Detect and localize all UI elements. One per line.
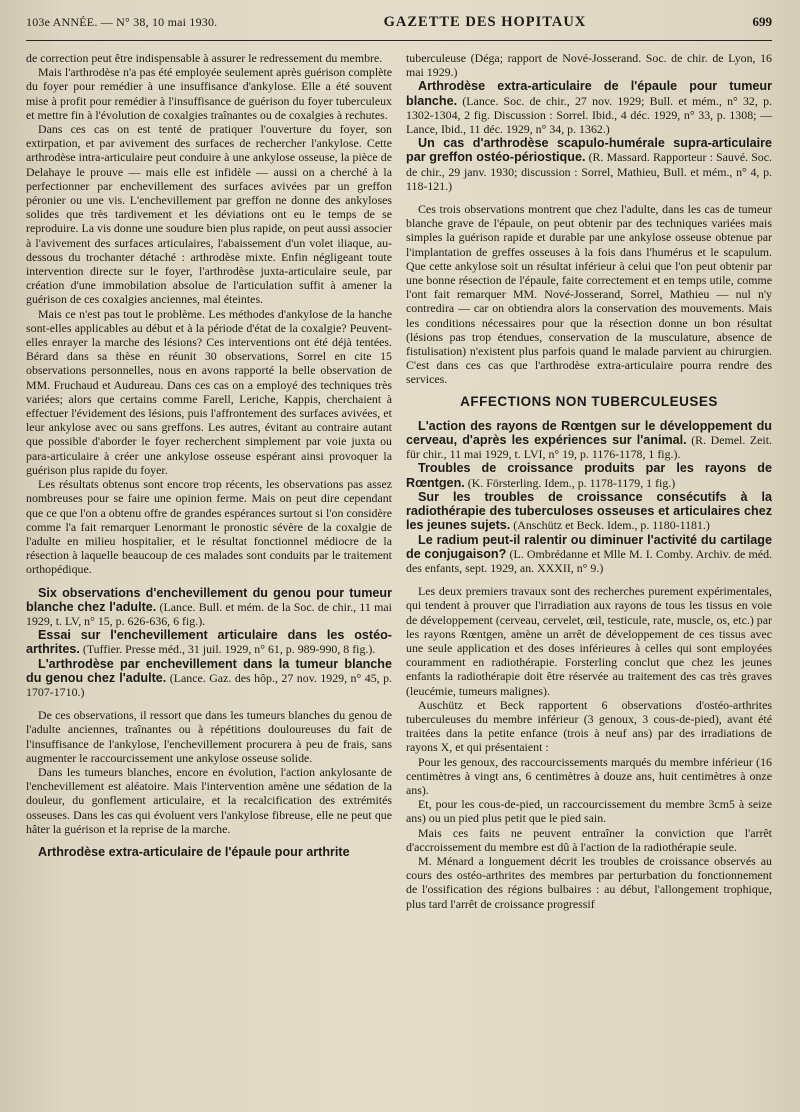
reference-citation: (Lance. Gaz. des hôp., 27 nov. 1929, n° 45, p. 1707-1710.) <box>26 670 393 699</box>
spacer <box>406 575 772 584</box>
paragraph: Ces trois observations montrent que chez l'adulte, dans les cas de tumeur blanche grave de l'épaule, on peut obtenir par des techniques variées mais simples la guérison rapide et durable par une ankylose osseuse obtenue par l'implantation de greffes osseuses à la fois dans l'humérus et le scapulum. Que cette ankylose soit un résultat inférieur à celui que l'on peut obtenir par une bonne résection de l'épaule, faite correctement et en temps utile, comme l'ont fait remarquer MM. Nové-Josserand, Sorrel, Mathieu — nul n'y contredira — car on obtiendra alors la conservation des mouvements. Mais les conditions nécessaires pour que la résection donne un bon résultat (lésions pas trop étendues, conservation de la musculature, absence de fistulisation) n'existent plus parfois quand le malade parvient au chirurgien. C'est dans ces cas que l'arthrodèse extra-articulaire pourra rendre des services. <box>406 202 772 387</box>
reference-title: Sur les troubles de croissance consécutifs à la radiothérapie des tuberculoses osseuses et articulaires chez les jeunes sujets. <box>406 489 772 533</box>
reference-title: Un cas d'arthrodèse scapulo-humérale supra-articulaire par greffon ostéo-périostique. <box>406 136 772 165</box>
reference-citation: (R. Massard. Rapporteur : Sauvé. Soc. de chir., 29 janv. 1930; discussion : Sorrel, Mathieu, Bull. et mém., n° 4, p. 118-121.) <box>406 150 773 193</box>
reference-citation: (L. Ombrédanne et Mlle M. I. Comby. Archiv. de méd. des enfants, sept. 1929, an. XXXII, n° 9.) <box>406 546 772 575</box>
journal-title: GAZETTE DES HOPITAUX <box>383 14 587 30</box>
paragraph: M. Ménard a longuement décrit les troubles de croissance observés au cours des ostéo-arthrites des membres par perturbation du fonctionnement de l'ossification des régions bulbaires : au début, l'allongement trophique, plus tard l'arrêt de croissance progressif <box>406 853 772 911</box>
paragraph: Et, pour les cous-de-pied, un raccourcissement du membre 3cm5 à seize ans) ou un pied plus petit que le pied sain. <box>406 797 772 826</box>
reference <box>406 136 772 193</box>
paragraph: Auschütz et Beck rapportent 6 observations d'ostéo-arthrites tuberculeuses du membre inférieur (3 genoux, 3 cous-de-pied), avant été traitées dans la petite enfance (trois à neuf ans) par des irradiations de rayons X, et qui présentaient : <box>406 697 772 755</box>
reference-citation: (Lance. Bull. et mém. de la Soc. de chir., 11 mai 1929, t. LV, n° 15, p. 626-636, 6 fig.). <box>26 599 392 628</box>
paragraph: De ces observations, il ressort que dans les tumeurs blanches du genou de l'adulte anciennes, traînantes ou à répétitions douloureuses du fait de l'insuffisance de l'ankylose, l'enchevillement procurera à peu de frais, sans augmenter le raccourcissement une ankylose osseuse solide. <box>26 708 392 765</box>
reference-citation: (Lance. Soc. de chir., 27 nov. 1929; Bull. et mém., n° 32, p. 1302-1304, 2 fig. Discussion : Sorrel. Ibid., 4 déc. 1929, n° 33, p. 1308; — Lance, Ibid., 11 déc. 1929, n° 34, p. 1362.) <box>406 93 772 137</box>
issue-info: 103e ANNÉE. — N° 38, 10 mai 1930. <box>26 15 218 29</box>
page-number: 699 <box>752 14 772 29</box>
reference-citation: (Anschütz et Beck. Idem., p. 1180-1181.) <box>510 518 710 533</box>
reference-title: L'arthrodèse par enchevillement dans la tumeur blanche du genou chez l'adulte. <box>26 656 392 685</box>
paragraph: Les résultats obtenus sont encore trop récents, les observations pas assez nombreuses pour se faire une opinion ferme. Mais on peut dire cependant que ce que l'on a obtenu offre de grandes espérances surtout si l'on considère comme l'a fait remarquer Lenormant le pronostic sévère de la coxalgie de l'adulte en milieu hospitalier, et le résultat fonctionnel médiocre de la résection à laquelle beaucoup de ces malades sont conduits par le traitement orthopédique. <box>26 477 392 577</box>
reference <box>406 79 772 136</box>
paragraph: Les deux premiers travaux sont des recherches purement expérimentales, qui tendent à prouver que l'irradiation aux rayons de tous les tissus en voie de développement (cerveau, cervelet, œil, testicule, rate, muscle, os, etc.) par les rayons Rœntgen, amène un arrêt de développement de ces tissus avec une seule application et des doses inférieures à celles qui sont employées couramment en radiothérapie. Forsterling conclut que chez les jeunes enfants la radiothérapie doit être réservée au traitement des cas très graves (leucémie, tumeurs malignes). <box>406 584 772 698</box>
reference-continuation: tuberculeuse (Déga; rapport de Nové-Josserand. Soc. de chir. de Lyon, 16 mai 1929.) <box>406 51 772 80</box>
reference <box>26 845 392 859</box>
reference-title: L'action des rayons de Rœntgen sur le développement du cerveau, d'après les expériences sur l'animal. <box>406 418 772 448</box>
reference <box>406 490 772 533</box>
paragraph: Mais ce n'est pas tout le problème. Les méthodes d'ankylose de la hanche sont-elles applicables au début et à la période d'état de la coxalgie? Peuvent-elles enrayer la marche des lésions? Ces interventions ont été déjà tentées. Bérard dans sa thèse en réunit 30 observations, Sorrel en cite 15 observations personnelles, nous en avons rapporté la belle observation de MM. Fruchaud et Audureau. Dans ces cas on a employé des techniques très variées; alors que certains comme Farell, Leriche, Kappis, cherchaient à effectuer l'évidement des lésions, puis l'affrontement des surfaces avivées, et leur ankylose avec ou sans greffons. Les autres, évitant au contraire autant que possible d'aborder le foyer recherchent simplement par voie juxta ou para-articulaire à créer une ankylose osseuse espérant ainsi provoquer la guérison plus rapide du foyer. <box>26 306 392 477</box>
section-heading: AFFECTIONS NON TUBERCULEUSES <box>460 393 718 409</box>
reference <box>406 461 772 489</box>
reference-title: Arthrodèse extra-articulaire de l'épaule pour arthrite <box>38 844 350 859</box>
paragraph: Dans ces cas on est tenté de pratiquer l'ouverture du foyer, son extirpation, et par avivement des surfaces de rechercher l'ankylose. Cette arthrodèse intra-articulaire peut conduire à une ankylose osseuse, la pièce de Delahaye le prouve — mais elle est infidèle — aussi on a cherché à la perfectionner par enchevillement des surfaces avivées par un greffon péronier ou une vis. L'enchevillement par greffon ne donne des ankyloses solides que très tardivement et les déviations ont eu le temps de se reproduire. La vis donne une soudure bien plus rapide, on peut aussi associer à l'avivement des surfaces articulaires, l'abaissement d'un volet iliaque, au-dessous du trochanter détaché : arthrodèse mixte. Enfin négligeant toute intervention directe sur le foyer, l'arthrodèse juxta-articulaire seule, par création d'une immobilation absolue de l'articulation suffit à amener la guérison de ces coxalgies anciennes, mal éteintes. <box>26 122 392 307</box>
text-columns <box>26 51 772 911</box>
reference-citation: (K. Försterling. Idem., p. 1178-1179, 1 fig.) <box>464 475 676 490</box>
reference-citation: (Tuffier. Presse méd., 31 juil. 1929, n° 61, p. 989-990, 8 fig.). <box>79 642 376 657</box>
reference-title: Essai sur l'enchevillement articulaire dans les ostéo-arthrites. <box>26 628 392 657</box>
paragraph: Dans les tumeurs blanches, encore en évolution, l'action ankylosante de l'enchevillement est aléatoire. Mais l'intervention amène une sédation de la douleur, du gonflement articulaire, et la recalcification des extrémités osseuses. Dans les cas qui évoluent vers l'ankylose fibreuse, elle ne peut que hâter la guérison et la reprise de la marche. <box>26 764 392 836</box>
reference <box>26 657 392 700</box>
reference <box>406 419 772 462</box>
reference-title: Six observations d'enchevillement du genou pour tumeur blanche chez l'adulte. <box>26 585 392 614</box>
page-header <box>26 14 772 41</box>
paragraph: Mais l'arthrodèse n'a pas été employée seulement après guérison complète du foyer pour remédier à une insuffisance d'ankylose. Elle a été souvent mise à profit pour remédier à l'insuffisance de guérison du foyer tuberculeux et mettre fin à l'évolution de coxalgies traînantes ou de coxalgies à rechutes. <box>26 65 392 122</box>
reference <box>406 533 772 576</box>
spacer <box>26 699 392 708</box>
paragraph: de correction peut être indispensable à assurer le redressement du membre. <box>26 51 383 65</box>
paragraph: Pour les genoux, des raccourcissements marqués du membre inférieur (16 centimètres à vingt ans, 6 centimètres à douze ans, huit centimètres à onze ans). <box>406 754 772 797</box>
reference <box>26 628 392 656</box>
paragraph: Mais ces faits ne peuvent entraîner la conviction que l'arrêt d'accroissement du membre est dû à l'action de la radiothérapie seule. <box>406 825 772 854</box>
spacer <box>26 836 392 845</box>
reference-title: Arthrodèse extra-articulaire de l'épaule pour tumeur blanche. <box>406 79 772 108</box>
reference-title: Le radium peut-il ralentir ou diminuer l'activité du cartilage de conjugaison? <box>406 532 772 561</box>
reference-citation: (R. Demel. Zeit. für chir., 11 mai 1929, t. LVI, n° 19, p. 1176-1178, 1 fig.). <box>406 433 772 462</box>
spacer <box>406 193 772 202</box>
left-column <box>26 51 392 911</box>
reference-title: Troubles de croissance produits par les rayons de Rœntgen. <box>406 461 772 490</box>
right-column <box>406 51 772 911</box>
spacer <box>26 577 392 586</box>
reference <box>26 586 392 629</box>
